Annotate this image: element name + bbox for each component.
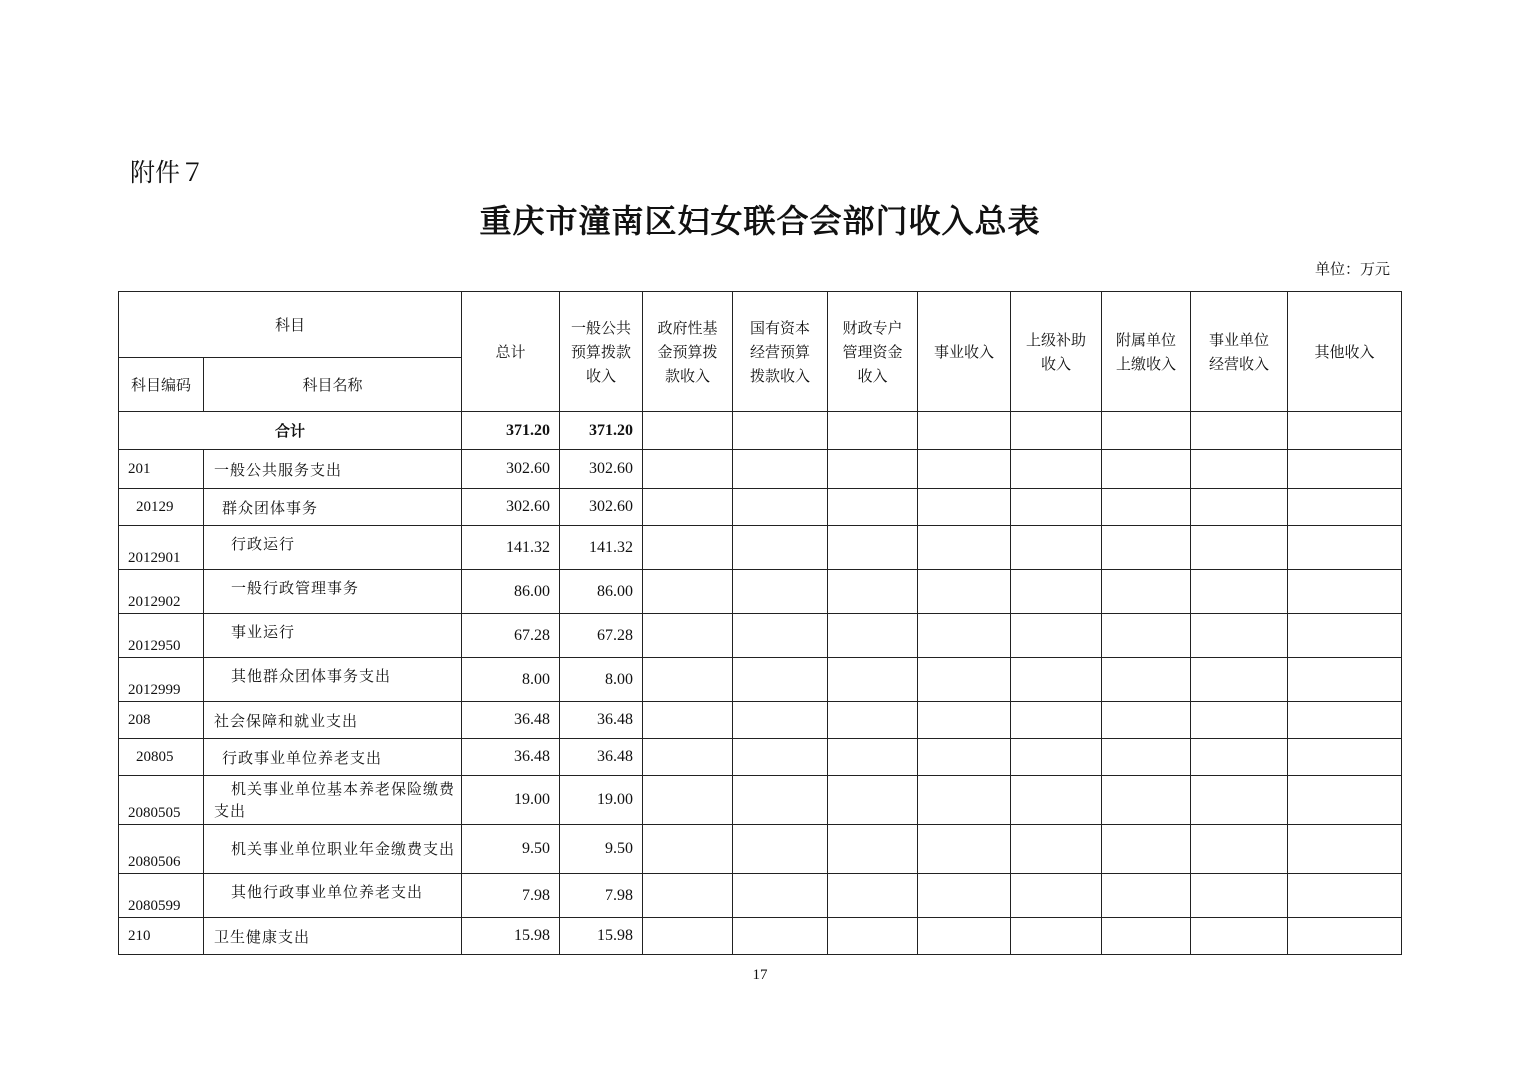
header-subject-code: 科目编码 <box>119 358 204 412</box>
row-name: 社会保障和就业支出 <box>204 702 462 739</box>
total-general-budget: 371.20 <box>560 412 643 450</box>
header-fiscal-special: 财政专户管理资金收入 <box>828 292 918 412</box>
row-code: 208 <box>119 702 204 739</box>
table-row <box>119 450 1402 489</box>
row-name: 机关事业单位基本养老保险缴费支出 <box>204 776 462 825</box>
income-summary-table <box>118 291 1402 955</box>
row-code: 2080505 <box>119 776 204 825</box>
table-row <box>119 658 1402 702</box>
header-gov-fund: 政府性基金预算拨款收入 <box>643 292 733 412</box>
table-row <box>119 489 1402 526</box>
row-total: 141.32 <box>462 526 560 570</box>
row-code: 2080599 <box>119 874 204 918</box>
header-business-operation: 事业单位经营收入 <box>1191 292 1288 412</box>
row-code: 2012901 <box>119 526 204 570</box>
attachment-label: 附件７ <box>130 158 206 187</box>
table-row <box>119 874 1402 918</box>
table-row <box>119 918 1402 955</box>
row-general-budget: 7.98 <box>560 874 643 918</box>
row-code: 20805 <box>119 739 204 776</box>
row-total: 9.50 <box>462 825 560 874</box>
row-total: 19.00 <box>462 776 560 825</box>
row-code: 210 <box>119 918 204 955</box>
page-title: 重庆市潼南区妇女联合会部门收入总表 <box>479 202 1041 240</box>
table-row <box>119 526 1402 570</box>
row-general-budget: 36.48 <box>560 739 643 776</box>
row-total: 67.28 <box>462 614 560 658</box>
total-label: 合计 <box>119 412 462 450</box>
row-total: 8.00 <box>462 658 560 702</box>
row-name: 行政运行 <box>204 526 462 570</box>
row-general-budget: 19.00 <box>560 776 643 825</box>
row-code: 2012950 <box>119 614 204 658</box>
row-code: 201 <box>119 450 204 489</box>
table-row <box>119 702 1402 739</box>
total-row <box>119 412 1402 450</box>
header-total: 总计 <box>462 292 560 412</box>
row-name: 一般行政管理事务 <box>204 570 462 614</box>
row-general-budget: 67.28 <box>560 614 643 658</box>
row-name: 其他群众团体事务支出 <box>204 658 462 702</box>
row-code: 20129 <box>119 489 204 526</box>
header-state-capital: 国有资本经营预算拨款收入 <box>733 292 828 412</box>
row-total: 36.48 <box>462 702 560 739</box>
header-general-budget: 一般公共预算拨款收入 <box>560 292 643 412</box>
row-name: 其他行政事业单位养老支出 <box>204 874 462 918</box>
row-total: 15.98 <box>462 918 560 955</box>
row-total: 7.98 <box>462 874 560 918</box>
row-general-budget: 8.00 <box>560 658 643 702</box>
header-other-income: 其他收入 <box>1288 292 1402 412</box>
table-row <box>119 825 1402 874</box>
row-total: 302.60 <box>462 489 560 526</box>
row-name: 群众团体事务 <box>204 489 462 526</box>
table-row <box>119 614 1402 658</box>
unit-label: 单位：万元 <box>1314 260 1390 278</box>
total-amount: 371.20 <box>462 412 560 450</box>
row-code: 2012999 <box>119 658 204 702</box>
row-name: 卫生健康支出 <box>204 918 462 955</box>
row-general-budget: 141.32 <box>560 526 643 570</box>
row-general-budget: 9.50 <box>560 825 643 874</box>
row-code: 2012902 <box>119 570 204 614</box>
row-general-budget: 302.60 <box>560 450 643 489</box>
row-total: 302.60 <box>462 450 560 489</box>
row-general-budget: 36.48 <box>560 702 643 739</box>
header-superior-subsidy: 上级补助收入 <box>1011 292 1102 412</box>
row-name: 行政事业单位养老支出 <box>204 739 462 776</box>
header-affiliated-units: 附属单位上缴收入 <box>1102 292 1191 412</box>
row-general-budget: 15.98 <box>560 918 643 955</box>
row-name: 事业运行 <box>204 614 462 658</box>
table-row <box>119 570 1402 614</box>
table-row <box>119 776 1402 825</box>
row-code: 2080506 <box>119 825 204 874</box>
row-total: 36.48 <box>462 739 560 776</box>
page-number: 17 <box>752 967 768 983</box>
header-business-income: 事业收入 <box>918 292 1011 412</box>
table-row <box>119 739 1402 776</box>
header-subject-name: 科目名称 <box>204 358 462 412</box>
header-subject: 科目 <box>119 292 462 358</box>
row-total: 86.00 <box>462 570 560 614</box>
row-general-budget: 86.00 <box>560 570 643 614</box>
row-general-budget: 302.60 <box>560 489 643 526</box>
row-name: 机关事业单位职业年金缴费支出 <box>204 825 462 874</box>
row-name: 一般公共服务支出 <box>204 450 462 489</box>
